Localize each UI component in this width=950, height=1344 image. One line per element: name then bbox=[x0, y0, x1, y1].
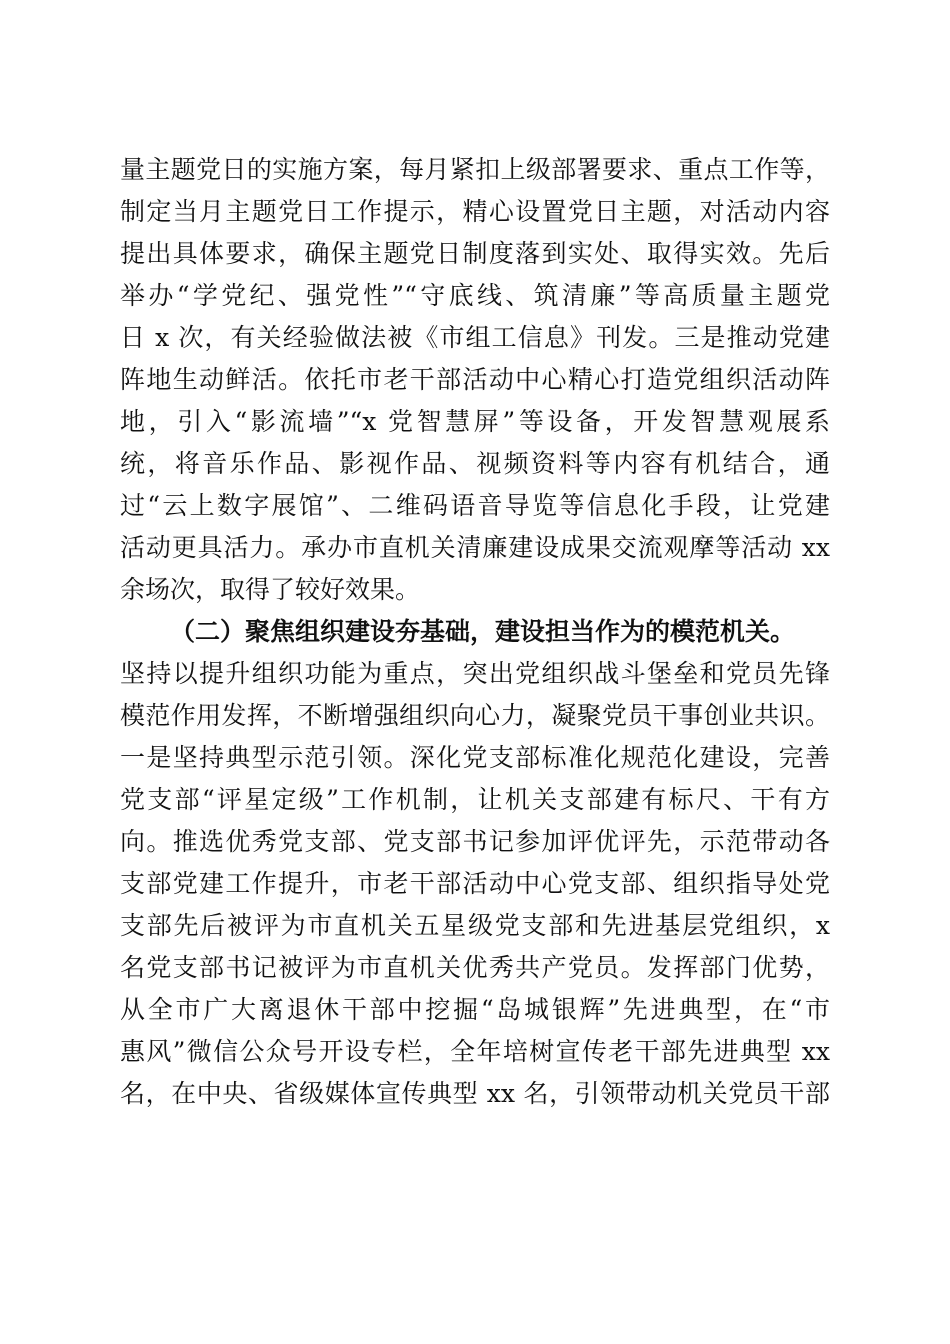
text-line: 坚持以提升组织功能为重点，突出党组织战斗堡垒和党员先锋 bbox=[120, 659, 830, 688]
text-line: 地，引入“影流墙”“x 党智慧屏”等设备，开发智慧观展系 bbox=[120, 407, 830, 436]
text-line: 举办“学党纪、强党性”“守底线、筑清廉”等高质量主题党 bbox=[120, 281, 830, 310]
section-heading: （二）聚焦组织建设夯基础，建设担当作为的模范机关。 bbox=[170, 617, 796, 646]
text-line: 阵地生动鲜活。依托市老干部活动中心精心打造党组织活动阵 bbox=[120, 365, 830, 394]
paragraph-last-line: 余场次，取得了较好效果。 bbox=[120, 575, 421, 604]
text-line: 惠风”微信公众号开设专栏，全年培树宣传老干部先进典型 xx bbox=[120, 1037, 830, 1066]
text-line: 支部先后被评为市直机关五星级党支部和先进基层党组织，x bbox=[120, 911, 830, 940]
text-line: 过“云上数字展馆”、二维码语音导览等信息化手段，让党建 bbox=[120, 491, 830, 520]
text-line: 提出具体要求，确保主题党日制度落到实处、取得实效。先后 bbox=[120, 239, 830, 268]
text-line: 向。推选优秀党支部、党支部书记参加评优评先，示范带动各 bbox=[120, 827, 830, 856]
text-line: 统，将音乐作品、影视作品、视频资料等内容有机结合，通 bbox=[120, 449, 830, 478]
text-line: 日 x 次，有关经验做法被《市组工信息》刊发。三是推动党建 bbox=[120, 323, 830, 352]
text-line: 一是坚持典型示范引领。深化党支部标准化规范化建设，完善 bbox=[120, 743, 830, 772]
text-line: 支部党建工作提升，市老干部活动中心党支部、组织指导处党 bbox=[120, 869, 830, 898]
text-line: 从全市广大离退休干部中挖掘“岛城银辉”先进典型，在“市 bbox=[120, 995, 830, 1024]
text-line: 制定当月主题党日工作提示，精心设置党日主题，对活动内容 bbox=[120, 197, 830, 226]
text-line: 模范作用发挥，不断增强组织向心力，凝聚党员干事创业共识。 bbox=[120, 701, 830, 730]
text-line: 量主题党日的实施方案，每月紧扣上级部署要求、重点工作等， bbox=[120, 155, 830, 184]
text-line: 名，在中央、省级媒体宣传典型 xx 名，引领带动机关党员干部 bbox=[120, 1079, 830, 1108]
text-line: 活动更具活力。承办市直机关清廉建设成果交流观摩等活动 xx bbox=[120, 533, 830, 562]
text-line: 党支部“评星定级”工作机制，让机关支部建有标尺、干有方 bbox=[120, 785, 830, 814]
text-line: 名党支部书记被评为市直机关优秀共产党员。发挥部门优势， bbox=[120, 953, 830, 982]
